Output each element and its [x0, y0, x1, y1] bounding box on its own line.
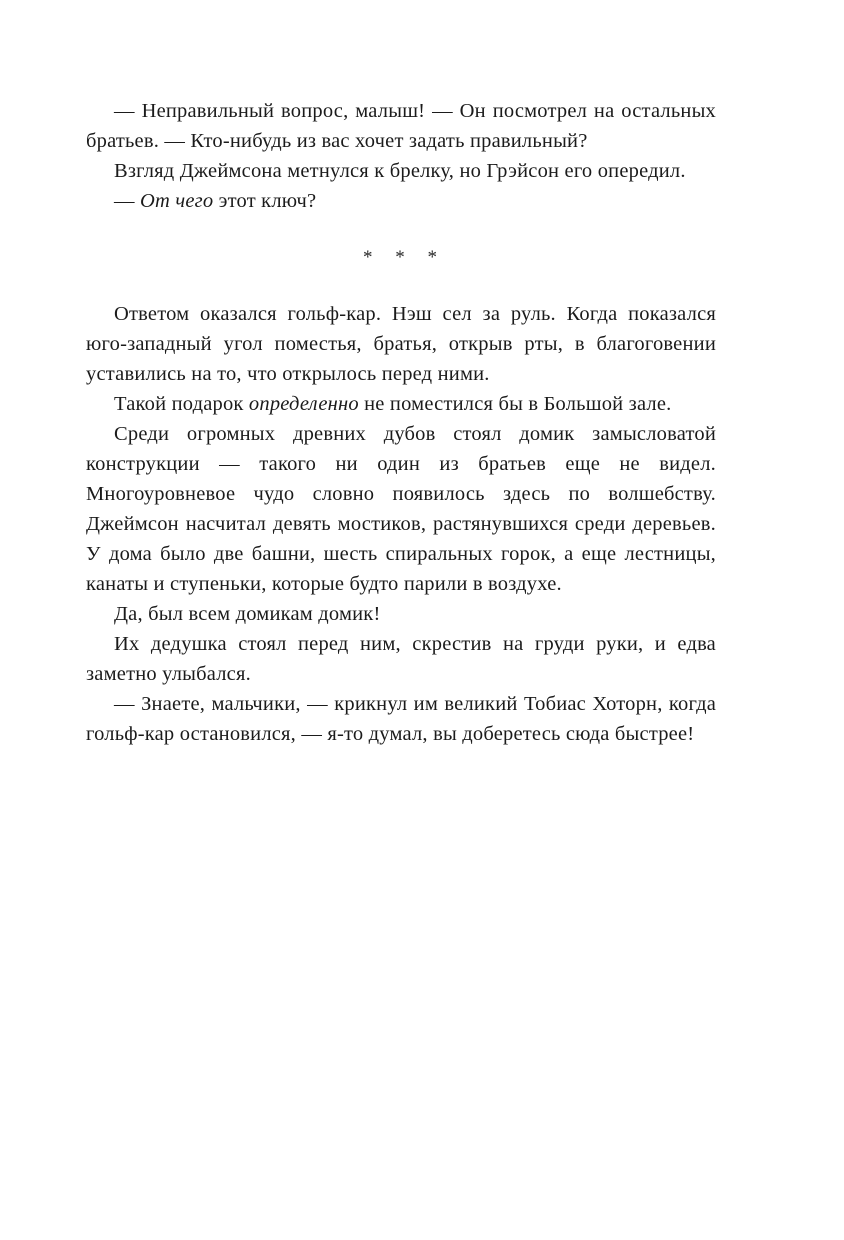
text-run: — Неправильный вопрос, малыш! — Он посмотрел на остальных братьев. — Кто-нибудь из вас хочет задать правильный? [86, 100, 716, 152]
text-run: Их дедушка стоял перед ним, скрестив на груди руки, и едва заметно улыбался. [86, 633, 716, 685]
text-run: — [114, 190, 141, 212]
paragraph [86, 599, 716, 629]
paragraph [86, 156, 716, 186]
text-run: не поместился бы в Большой зале. [358, 393, 672, 415]
italic-text-run: От чего [140, 190, 214, 212]
scene-break: * * * [363, 247, 439, 268]
paragraph [86, 689, 716, 749]
paragraph [86, 96, 716, 156]
paragraph [86, 186, 716, 216]
text-run: Взгляд Джеймсона метнулся к брелку, но Грэйсон его опередил. [114, 160, 686, 182]
paragraph [86, 299, 716, 389]
text-run: Ответом оказался гольф-кар. Нэш сел за руль. Когда показался юго-западный угол поместья, братья, открыв рты, в благоговении уставились на то, что открылось перед ними. [86, 303, 716, 385]
paragraph [86, 629, 716, 689]
text-run: этот ключ? [213, 190, 317, 212]
text-block [86, 96, 716, 749]
italic-text-run: определенно [248, 393, 359, 415]
text-run: — Знаете, мальчики, — крикнул им великий Тобиас Хоторн, когда гольф-кар остановился, — я-то думал, вы доберетесь сюда быстрее! [86, 693, 716, 745]
text-run: Да, был всем домикам домик! [114, 603, 381, 625]
text-run: Среди огромных древних дубов стоял домик замысловатой конструкции — такого ни один из братьев еще не видел. Многоуровневое чудо словно появилось здесь по волшебству. Джеймсон насчитал девять мостиков, растянувшихся среди деревьев. У дома было две башни, шесть спиральных горок, а еще лестницы, канаты и ступеньки, которые будто парили в воздухе. [86, 423, 716, 595]
paragraph [86, 419, 716, 599]
paragraph [86, 389, 716, 419]
text-run: Такой подарок [114, 393, 249, 415]
